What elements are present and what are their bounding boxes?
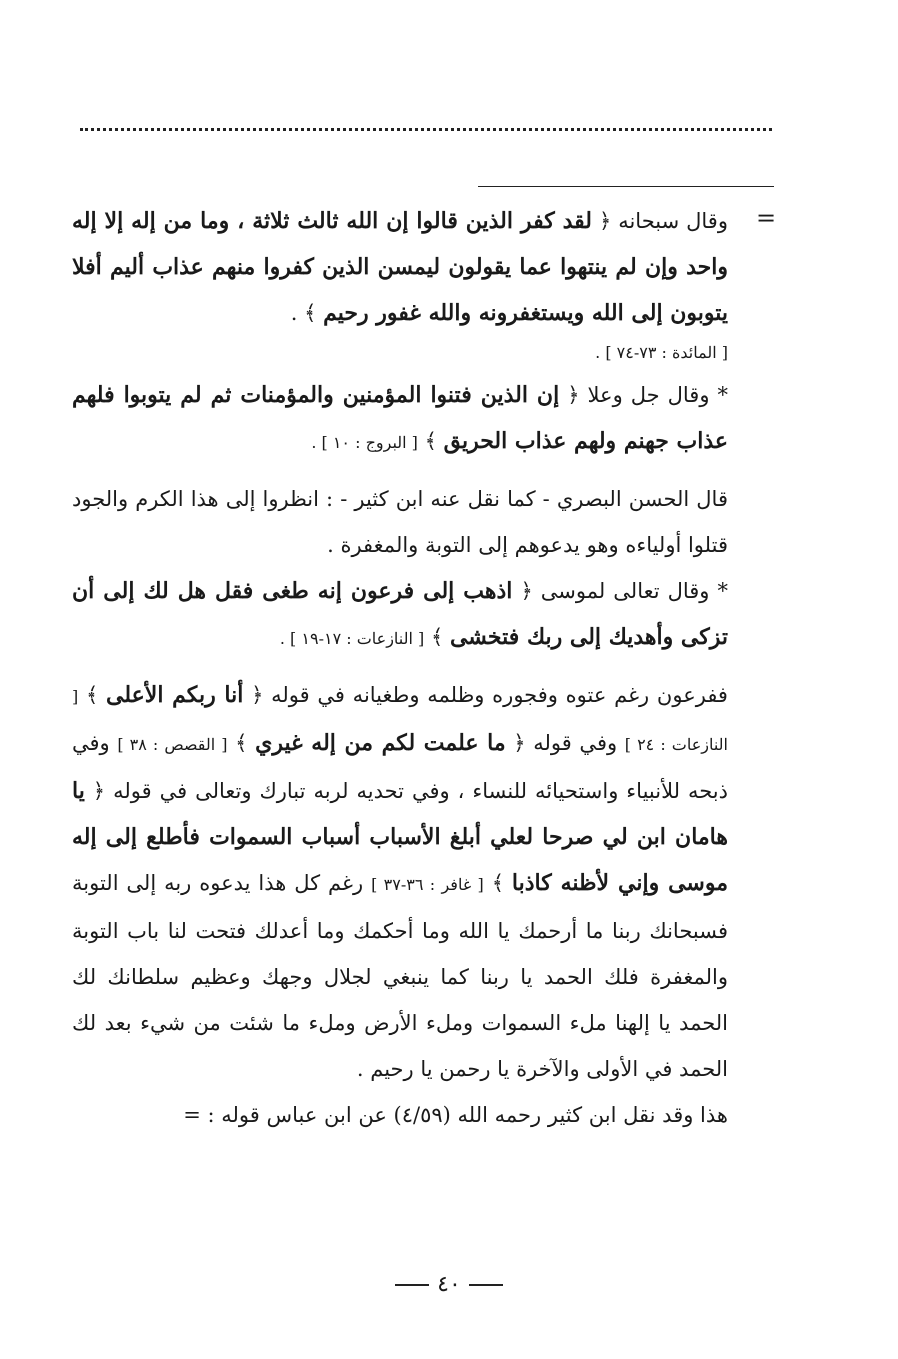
paragraph-firawn — [72, 672, 728, 1092]
quran-verse: لقد كفر الذين قالوا إن الله ثالث ثلاثة ، وما من إله إلا إله واحد وإن لم ينتهوا عما يقولون ليمسن الذين كفروا منهم عذاب أليم أفلا يتوبون إلى الله ويستغفرونه والله غفور رحيم — [72, 208, 728, 326]
footnote-rule — [478, 186, 774, 187]
folio-dash-left — [469, 1284, 503, 1286]
intro-text: وقال سبحانه ﴿ — [598, 209, 728, 233]
paragraph-text: وفي قوله ﴿ — [513, 731, 618, 755]
paragraph-text: رغم كل هذا يدعوه ربه إلى التوبة فسبحانك ربنا ما أرحمك يا الله وما أحكمك وما أعدلك فتحت لنا باب التوبة والمغفرة فلك الحمد يا ربنا كما ينبغي لجلال وجهك وعظيم سلطانك لك الحمد يا إلهنا ملء السموات وملء الأرض وملء ما شئت من شيء بعد لك الحمد في الأولى والآخرة يا رحمن يا رحيم . — [72, 871, 728, 1081]
paragraph-maida — [72, 198, 728, 336]
reference-line — [72, 336, 728, 368]
folio-dash-right — [395, 1284, 429, 1286]
paragraph-text: قال الحسن البصري - كما نقل عنه ابن كثير - : انظروا إلى هذا الكرم والجود قتلوا أولياءه وهو يدعوهم إلى التوبة والمغفرة . — [72, 487, 728, 557]
verse-close: ﴾ — [430, 625, 444, 649]
page-number-footer — [0, 1272, 898, 1297]
paragraph-musa — [72, 568, 728, 662]
intro-text: * وقال تعالى لموسى ﴿ — [520, 579, 728, 603]
quran-verse: أنا ربكم الأعلى — [106, 682, 244, 708]
quran-verse: ما علمت لكم من إله غيري — [255, 730, 506, 756]
quran-verse: إن الذين فتنوا المؤمنين والمؤمنات ثم لم يتوبوا فلهم عذاب جهنم ولهم عذاب الحريق — [72, 382, 728, 454]
paragraph-buruj — [72, 372, 728, 466]
paragraph-text: ففرعون رغم عتوه وفجوره وظلمه وطغيانه في قوله ﴿ — [251, 683, 728, 707]
verse-close: ﴾ — [424, 429, 437, 453]
verse-close: ﴾ — [235, 731, 248, 755]
verse-close: ﴾ — [491, 871, 504, 895]
footnote-body — [72, 198, 728, 1138]
continuation-marker: = — [756, 204, 777, 232]
verse-reference: [ النازعات : ٢٤ ] — [72, 687, 728, 754]
page-number: ٤٠ — [437, 1272, 461, 1297]
verse-reference: [ غافر : ٣٦-٣٧ ] — [371, 875, 484, 894]
paragraph-text: وفي ذبحه للأنبياء واستحيائه للنساء ، وفي تحديه لربه تبارك وتعالى في قوله ﴿ — [72, 731, 728, 803]
verse-close: ﴾ — [85, 683, 99, 707]
quran-verse: اذهب إلى فرعون إنه طغى فقل هل لك إلى أن تزكى وأهديك إلى ربك فتخشى — [72, 578, 728, 650]
dotted-separator — [80, 128, 772, 131]
verse-reference: [ النازعات : ١٧-١٩ ] . — [279, 629, 425, 648]
paragraph-ibn-abbas — [72, 1092, 728, 1138]
verse-reference: [ المائدة : ٧٣-٧٤ ] . — [595, 343, 728, 362]
quran-verse: يا هامان ابن لي صرحا لعلي أبلغ الأسباب أسباب السموات فأطلع إلى إله موسى وإني لأظنه كاذبا — [72, 778, 729, 896]
paragraph-hasan — [72, 476, 728, 568]
verse-close: ﴾ . — [290, 301, 317, 325]
paragraph-text: هذا وقد نقل ابن كثير رحمه الله (٤/٥٩) عن ابن عباس قوله : = — [183, 1103, 728, 1127]
verse-reference: [ البروج : ١٠ ] . — [311, 433, 418, 452]
verse-reference: [ القصص : ٣٨ ] — [117, 735, 228, 754]
intro-text: * وقال جل وعلا ﴿ — [567, 383, 728, 407]
